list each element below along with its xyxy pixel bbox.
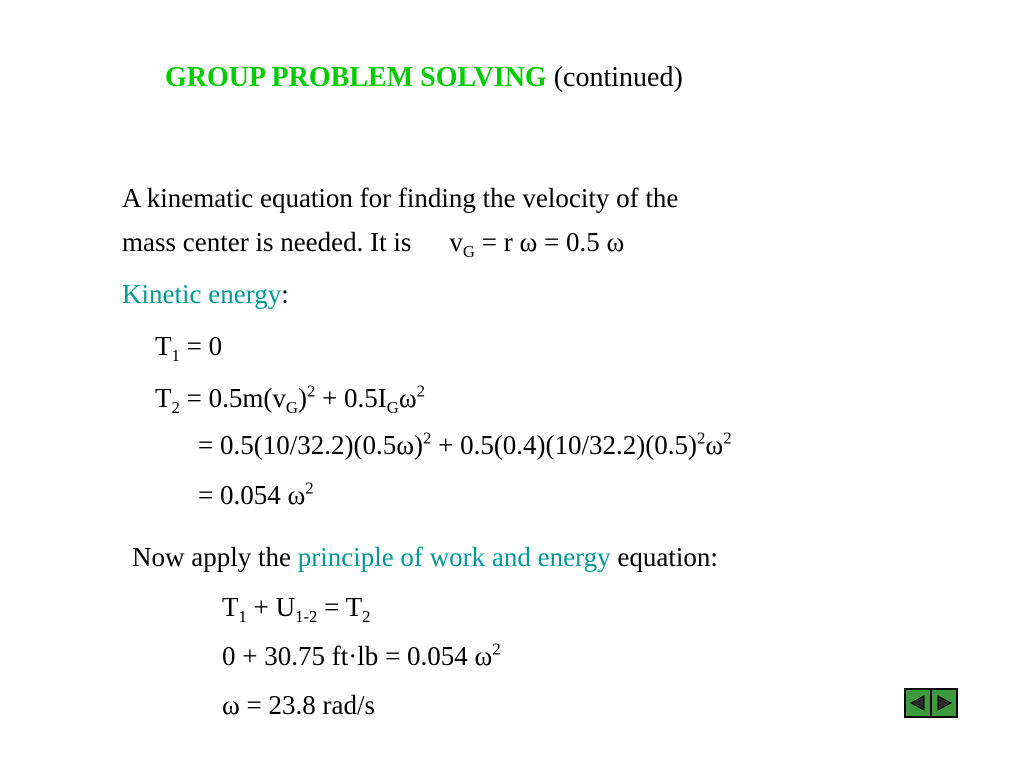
t2-result-text: = 0.054 ω [198, 480, 306, 510]
kinetic-energy-label: Kinetic energy [122, 279, 282, 309]
we-sub-text: 0 + 30.75 ft·lb = 0.054 ω [222, 641, 493, 671]
we-eq-t2: = T [317, 592, 363, 622]
t2-sub-sup2: 2 [697, 428, 706, 448]
t2-equation [155, 381, 426, 417]
t2-sub-part2: + 0.5(0.4)(10/32.2)(0.5) [431, 430, 698, 460]
t2-symbol: T [155, 383, 172, 413]
we-plus-u: + U [246, 592, 296, 622]
title-suffix: (continued) [553, 62, 683, 93]
t2-sub-part1: = 0.5(10/32.2)(0.5ω) [198, 430, 423, 460]
triangle-left-icon [909, 694, 927, 712]
next-slide-button[interactable] [931, 689, 957, 717]
slide-title [165, 64, 683, 92]
omega-result: ω = 23.8 rad/s [222, 690, 375, 720]
t2-sup2: 2 [416, 381, 426, 401]
triangle-right-icon [935, 694, 953, 712]
t2-sub-part3: ω [705, 430, 724, 460]
work-energy-substituted [222, 639, 501, 671]
t2-sub-g: G [285, 397, 298, 417]
we-u-sub: 1-2 [295, 606, 318, 626]
t1-value: = 0 [179, 331, 223, 361]
kinetic-energy-colon: : [281, 279, 289, 309]
work-energy-intro [132, 544, 718, 571]
previous-slide-button[interactable] [905, 689, 931, 717]
t2-sub-sup1: 2 [422, 428, 432, 448]
work-energy-equation [222, 592, 371, 626]
we-t2-sub: 2 [362, 606, 371, 626]
t2-substitution [198, 428, 732, 460]
velocity-eq-v: v [449, 227, 463, 257]
t2-part4: ω [398, 383, 417, 413]
slide-navigation [904, 688, 958, 718]
intro-text: mass center is needed. It is [122, 227, 412, 257]
t2-sub-sup3: 2 [723, 428, 732, 448]
work-energy-after: equation: [610, 542, 718, 572]
t2-part3: + 0.5I [315, 383, 387, 413]
velocity-eq-rest: = r ω = 0.5 ω [475, 227, 625, 257]
t2-result-sup: 2 [305, 478, 314, 498]
t2-sub-g2: G [386, 397, 399, 417]
t1-equation [155, 331, 223, 365]
we-t1-sub: 1 [238, 606, 247, 626]
velocity-eq-sub: G [462, 241, 475, 261]
t2-result [198, 478, 314, 510]
t2-part2: ) [297, 383, 307, 413]
t2-part1: = 0.5m(v [179, 383, 286, 413]
t1-subscript: 1 [171, 345, 180, 365]
kinetic-energy-heading [122, 281, 289, 308]
intro-line-1: A kinematic equation for finding the velocity of the [122, 183, 679, 213]
intro-line-2 [122, 227, 625, 261]
t2-subscript: 2 [171, 397, 180, 417]
we-t1: T [222, 592, 239, 622]
we-sub-sup: 2 [492, 639, 501, 659]
title-main: GROUP PROBLEM SOLVING [165, 62, 547, 93]
work-energy-before: Now apply the [132, 542, 298, 572]
work-energy-highlight: principle of work and energy [297, 542, 611, 572]
t1-symbol: T [155, 331, 172, 361]
t2-sup1: 2 [306, 381, 316, 401]
